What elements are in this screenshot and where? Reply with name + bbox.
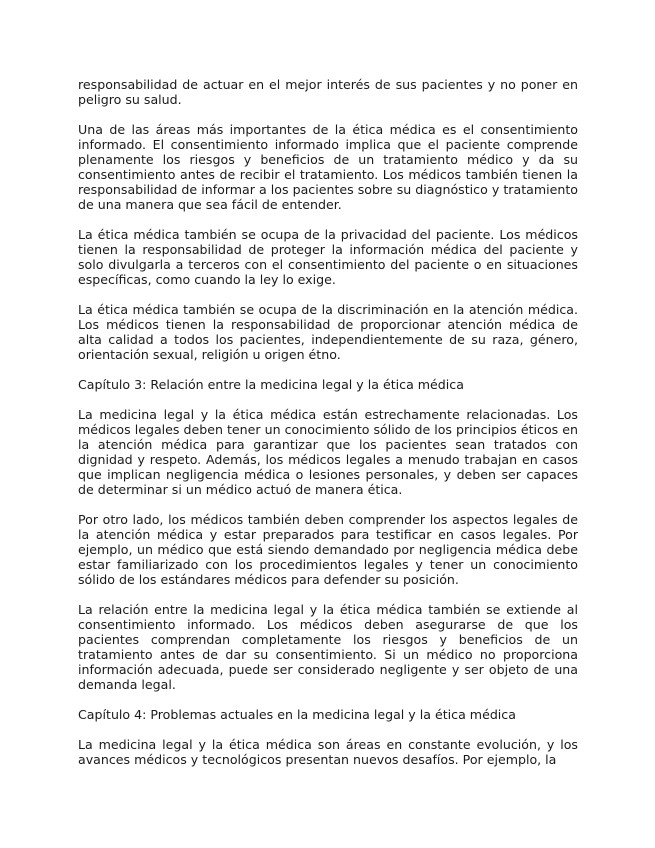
- paragraph-relationship: La medicina legal y la ética médica están estrechamente relacionadas. Los médicos legales deben tener un conocimiento sólido de los principios éticos en la atención médica para garantizar que los pacientes sean tratados con dignidad y respeto. Además, los médicos legales a menudo trabajan en casos que implican negligencia médica o lesiones personales, y deben ser capaces de determinar si un médico actuó de manera ética.: [78, 407, 578, 497]
- paragraph-current-problems: La medicina legal y la ética médica son áreas en constante evolución, y los avances médicos y tecnológicos presentan nuevos desafíos. Por ejemplo, la: [78, 737, 578, 767]
- paragraph-privacy: La ética médica también se ocupa de la privacidad del paciente. Los médicos tienen la responsabilidad de proteger la información médica del paciente y solo divulgarla a terceros con el consentimiento del paciente o en situaciones específicas, como cuando la ley lo exige.: [78, 227, 578, 287]
- paragraph-informed-consent: Una de las áreas más importantes de la ética médica es el consentimiento informado. El consentimiento informado implica que el paciente comprende plenamente los riesgos y beneficios de un tratamiento médico y da su consentimiento antes de recibir el tratamiento. Los médicos también tienen la responsabilidad de informar a los pacientes sobre su diagnóstico y tratamiento de una manera que sea fácil de entender.: [78, 122, 578, 212]
- paragraph-consent-relationship: La relación entre la medicina legal y la ética médica también se extiende al consentimiento informado. Los médicos deben asegurarse de que los pacientes comprendan completamente los riesgos y beneficios de un tratamiento antes de dar su consentimiento. Si un médico no proporciona información adecuada, puede ser considerado negligente y ser objeto de una demanda legal.: [78, 602, 578, 692]
- chapter-3-heading: Capítulo 3: Relación entre la medicina legal y la ética médica: [78, 377, 464, 392]
- paragraph-legal-aspects: Por otro lado, los médicos también deben comprender los aspectos legales de la atención médica y estar preparados para testificar en casos legales. Por ejemplo, un médico que está siendo demandado por negligencia médica debe estar familiarizado con los procedimientos legales y tener un conocimiento sólido de los estándares médicos para defender su posición.: [78, 512, 578, 587]
- paragraph-continuation: responsabilidad de actuar en el mejor interés de sus pacientes y no poner en peligro su salud.: [78, 77, 578, 107]
- chapter-4-heading: Capítulo 4: Problemas actuales en la medicina legal y la ética médica: [78, 707, 516, 722]
- paragraph-discrimination: La ética médica también se ocupa de la discriminación en la atención médica. Los médicos tienen la responsabilidad de proporcionar atención médica de alta calidad a todos los pacientes, independientemente de su raza, género, orientación sexual, religión u origen étno.: [78, 302, 578, 362]
- document-page: [78, 77, 578, 767]
